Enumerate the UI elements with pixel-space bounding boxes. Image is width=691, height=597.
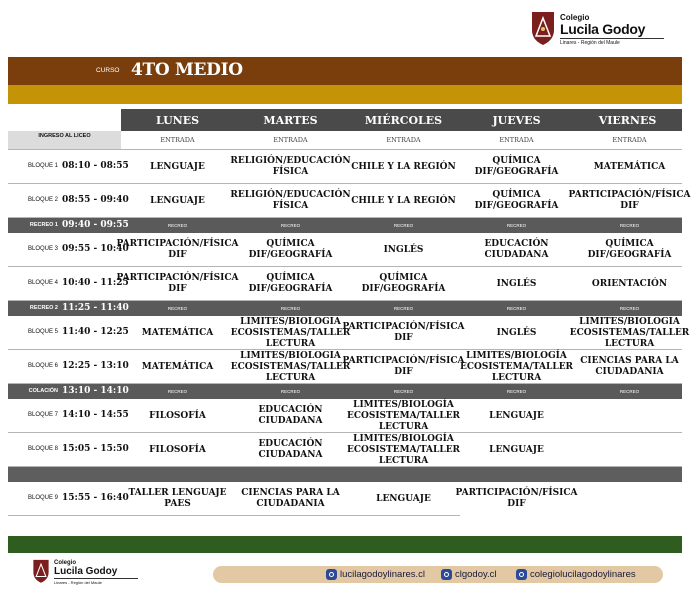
subject-cell [460,234,573,266]
break-label: COLACIÓN [28,388,58,394]
subject-text: LIMITES/BIOLOGIA ECOSISTEMAS/TALLER LECTURA [569,316,690,349]
subject-cell [121,400,234,432]
subject-cell [568,185,691,217]
subject-text: LENGUAJE [150,161,205,172]
recreo-tag-0: RECREO [167,223,188,228]
curso-label: CURSO [96,67,120,74]
subject-cell [230,151,351,183]
entrada-label-1: ENTRADA [273,136,308,144]
subject-cell [121,483,234,515]
footer-shield-icon [32,558,50,584]
block-time: 08:55 - 09:40 [62,195,129,205]
subject-text: PARTICIPACIÓN/FÍSICA DIF [455,488,578,509]
footer-logo-line2: Lucila Godoy [54,566,118,577]
subject-text: LIMITES/BIOLOGIA ECOSISTEMAS/TALLER LECTURA [230,350,351,383]
subject-text: LENGUAJE [150,195,205,206]
subject-text: FILOSOFÍA [149,410,206,421]
subject-text: LIMITES/BIOLOGIA ECOSISTEMAS/TALLER LECTURA [230,316,351,349]
subject-cell [347,234,460,266]
subject-text: PARTICIPACIÓN/FÍSICA DIF [116,273,239,294]
block-time: 14:10 - 14:55 [62,410,129,420]
subject-text: EDUCACIÓN CIUDADANA [484,239,549,260]
subject-text: TALLER LENGUAJE PAES [128,488,227,509]
entrada-label-0: ENTRADA [160,136,195,144]
block-label: BLOQUE 5 [27,329,58,335]
block-time: 11:40 - 12:25 [62,327,129,337]
day-header-3: JUEVES [460,109,573,131]
subject-cell [569,316,690,349]
subject-text: INGLÉS [383,244,424,255]
subject-text: PARTICIPACIÓN/FÍSICA DIF [116,239,239,260]
block-time: 15:55 - 16:40 [62,493,129,503]
subject-text: RELIGIÓN/EDUCACIÓN FÍSICA [230,190,351,211]
subject-cell [342,317,465,349]
recreo-tag-1: RECREO [280,389,301,394]
break-time: 13:10 - 14:10 [62,386,129,396]
instagram-icon [326,569,337,580]
subject-text: LIMITES/BIOLOGÍA ECOSISTEMA/TALLER LECTURA [346,399,461,432]
subject-text: INGLÉS [496,327,537,338]
subject-cell [121,351,234,383]
recreo-tag-3: RECREO [506,389,527,394]
block-label: BLOQUE 9 [27,495,58,501]
subject-cell [116,234,239,266]
entrada-label-4: ENTRADA [612,136,647,144]
block-label: BLOQUE 3 [27,246,58,252]
block-time: 08:10 - 08:55 [62,161,129,171]
subject-text: LENGUAJE [489,444,544,455]
subject-cell [460,400,573,432]
subject-text: QUÍMICA DIF/GEOGRAFÍA [361,273,446,294]
subject-text: EDUCACIÓN CIUDADANA [258,405,323,426]
recreo-tag-0: RECREO [167,389,188,394]
subject-cell [460,151,573,183]
footer-logo [32,558,152,590]
block-time: 15:05 - 15:50 [62,444,129,454]
day-header-2: MIÉRCOLES [347,109,460,131]
subject-cell [121,317,234,349]
course-band [8,57,682,85]
block-label: BLOQUE 4 [27,280,58,286]
logo-line1: Colegio [560,13,590,22]
subject-cell [121,151,234,183]
day-header-4: VIERNES [573,109,682,131]
subject-text: MATEMÁTICA [141,361,214,372]
block-time: 09:55 - 10:40 [62,244,129,254]
subject-cell [573,268,686,300]
subject-cell [347,483,460,515]
subject-cell [347,185,460,217]
subject-cell [234,268,347,300]
green-band [8,536,682,553]
subject-cell [347,400,460,432]
block-label: BLOQUE 1 [27,163,58,169]
subject-cell [234,483,347,515]
subject-text: INGLÉS [496,278,537,289]
entrada-label-3: ENTRADA [499,136,534,144]
day-header-1: MARTES [234,109,347,131]
subject-cell [230,316,351,349]
recreo-tag-1: RECREO [280,223,301,228]
subject-cell [455,483,578,515]
entrada-label-2: ENTRADA [386,136,421,144]
subject-text: QUÍMICA DIF/GEOGRAFÍA [587,239,672,260]
subject-text: PARTICIPACIÓN/FÍSICA DIF [568,190,691,211]
gold-band [8,85,682,104]
break-label: RECREO 1 [29,222,58,228]
subject-text: QUÍMICA DIF/GEOGRAFÍA [248,273,333,294]
subject-cell [234,434,347,466]
day-header-0: LUNES [121,109,234,131]
subject-text: FILOSOFÍA [149,444,206,455]
ingreso-label: INGRESO AL LICEO [8,131,121,149]
subject-cell [234,400,347,432]
recreo-tag-2: RECREO [393,223,414,228]
social-text-instagram: colegiolucilagodoylinares [530,569,636,580]
subject-text: QUÍMICA DIF/GEOGRAFÍA [474,156,559,177]
subject-cell [460,268,573,300]
subject-cell [230,185,351,217]
block-time: 12:25 - 13:10 [62,361,129,371]
subject-text: LIMITES/BIOLOGÍA ECOSISTEMA/TALLER LECTURA [459,350,574,383]
subject-cell [234,234,347,266]
school-shield-icon [530,10,556,46]
social-link-website[interactable] [326,568,425,581]
subject-cell [460,317,573,349]
subject-cell [230,350,351,383]
subject-text: MATEMÁTICA [141,327,214,338]
subject-text: LENGUAJE [489,410,544,421]
subject-cell [573,434,686,466]
footer-logo-line1: Colegio [54,560,76,566]
block-label: BLOQUE 6 [27,363,58,369]
recreo-tag-4: RECREO [619,306,640,311]
subject-cell [573,234,686,266]
logo-line3: Linares - Región del Maule [560,40,620,46]
recreo-tag-2: RECREO [393,389,414,394]
subject-text: ORIENTACIÓN [591,278,668,289]
row-divider [8,432,682,433]
footer-logo-line3: Linares - Región del Maule [54,580,102,585]
subject-text: CIENCIAS PARA LA CIUDADANIA [580,356,679,377]
blank-band [8,467,682,482]
subject-cell [573,483,686,515]
recreo-tag-3: RECREO [506,223,527,228]
subject-cell [116,268,239,300]
subject-text: CIENCIAS PARA LA CIUDADANIA [241,488,340,509]
subject-cell [121,434,234,466]
block-label: BLOQUE 8 [27,446,58,452]
subject-cell [573,151,686,183]
row-divider [8,149,682,150]
subject-cell [347,434,460,466]
school-logo [530,10,670,50]
recreo-tag-4: RECREO [619,223,640,228]
row-divider [8,266,682,267]
social-link-instagram[interactable] [516,568,636,581]
subject-cell [460,434,573,466]
subject-cell [347,151,460,183]
row-divider [8,183,682,184]
recreo-tag-3: RECREO [506,306,527,311]
break-time: 11:25 - 11:40 [62,303,129,313]
recreo-tag-1: RECREO [280,306,301,311]
subject-text: QUÍMICA DIF/GEOGRAFÍA [248,239,333,260]
social-text-website: lucilagodoylinares.cl [340,569,426,580]
break-label: RECREO 2 [29,305,58,311]
row-divider [8,515,460,516]
subject-text: EDUCACIÓN CIUDADANA [258,439,323,460]
subject-cell [573,351,686,383]
logo-line2: Lucila Godoy [560,21,646,37]
social-link-clgodoy[interactable] [441,568,497,581]
break-time: 09:40 - 09:55 [62,220,129,230]
instagram-icon [516,569,527,580]
block-label: BLOQUE 2 [27,197,58,203]
instagram-icon [441,569,452,580]
subject-text: PARTICIPACIÓN/FÍSICA DIF [342,322,465,343]
recreo-tag-0: RECREO [167,306,188,311]
subject-text: RELIGIÓN/EDUCACIÓN FÍSICA [230,156,351,177]
subject-cell [347,268,460,300]
subject-text: MATEMÁTICA [593,161,666,172]
subject-text: LENGUAJE [376,493,431,504]
social-text-clgodoy: clgodoy.cl [455,569,497,580]
subject-cell [573,400,686,432]
subject-cell [460,185,573,217]
subject-cell [342,351,465,383]
recreo-tag-4: RECREO [619,389,640,394]
subject-text: CHILE Y LA REGIÓN [351,161,456,172]
recreo-tag-2: RECREO [393,306,414,311]
block-label: BLOQUE 7 [27,412,58,418]
course-title: 4TO MEDIO [131,60,243,80]
subject-cell [121,185,234,217]
subject-text: LIMITES/BIOLOGÍA ECOSISTEMA/TALLER LECTURA [346,433,461,466]
subject-cell [460,351,573,383]
block-time: 10:40 - 11:25 [62,278,129,288]
subject-text: QUÍMICA DIF/GEOGRAFÍA [474,190,559,211]
subject-text: CHILE Y LA REGIÓN [351,195,456,206]
subject-text: PARTICIPACIÓN/FÍSICA DIF [342,356,465,377]
